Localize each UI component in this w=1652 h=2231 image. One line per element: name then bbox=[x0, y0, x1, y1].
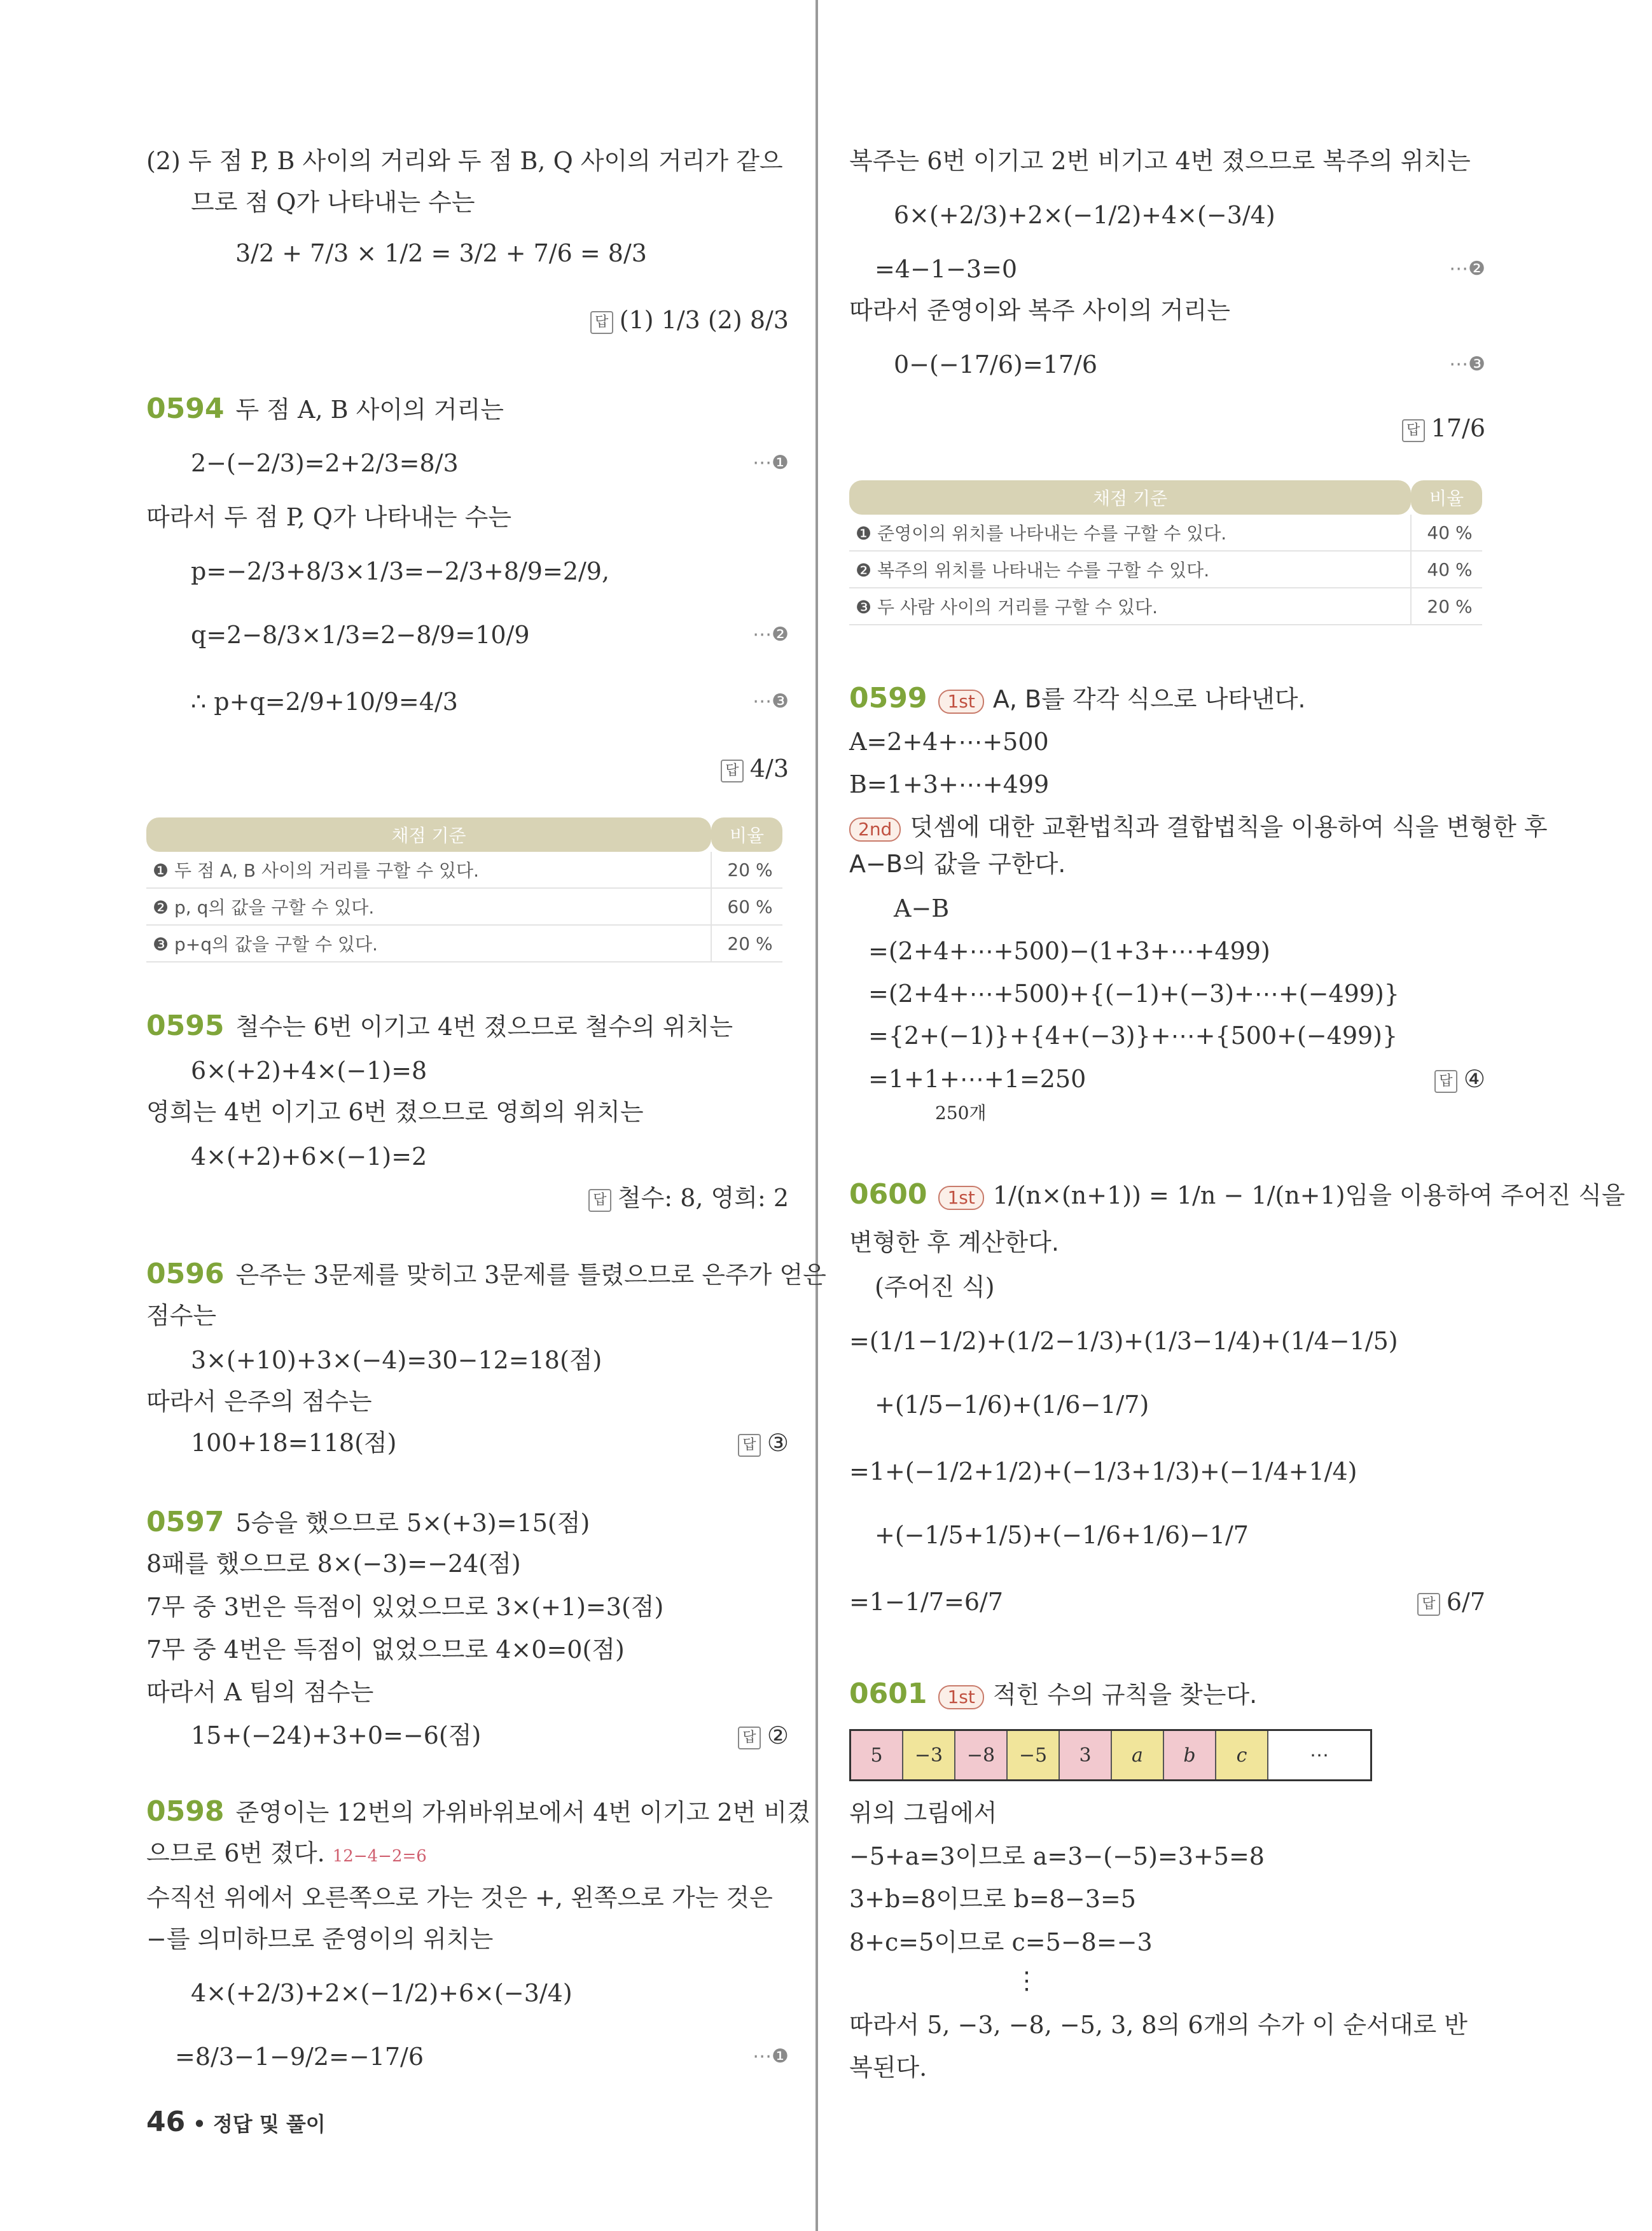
text-line: 으므로 6번 졌다. bbox=[146, 1839, 325, 1867]
answer-icon: 답 bbox=[590, 311, 613, 334]
equation: 6×(+2/3)+2×(−1/2)+4×(−3/4) bbox=[894, 201, 1275, 229]
text-line: 8패를 했으므로 8×(−3)=−24(점) bbox=[146, 1550, 521, 1578]
problem-number: 0599 bbox=[849, 682, 927, 714]
problem-0601 bbox=[849, 1676, 1257, 1713]
text-line: 준영이는 12번의 가위바위보에서 4번 이기고 2번 비겼 bbox=[235, 1798, 810, 1826]
table-header: 비율 bbox=[1411, 480, 1482, 515]
sequence-cell: a bbox=[1112, 1731, 1164, 1779]
equation: 3×(+10)+3×(−4)=30−12=18(점) bbox=[191, 1346, 602, 1374]
page-footer bbox=[146, 2106, 326, 2138]
equation: 6×(+2)+4×(−1)=8 bbox=[191, 1057, 427, 1085]
equation: =1+1+⋯+1=250 bbox=[868, 1065, 1086, 1093]
grading-table bbox=[146, 817, 782, 963]
step-badge-2nd: 2nd bbox=[849, 817, 901, 842]
answer-icon: 답 bbox=[1434, 1070, 1457, 1093]
equation: =1+(−1/2+1/2)+(−1/3+1/3)+(−1/4+1/4) bbox=[849, 1457, 1357, 1485]
equation: 3+b=8이므로 b=8−3=5 bbox=[849, 1885, 1136, 1913]
step-marker-2: ⋯❷ bbox=[753, 623, 789, 646]
answer bbox=[1434, 1061, 1485, 1097]
equation: A−B bbox=[894, 894, 950, 922]
answer bbox=[1402, 410, 1485, 446]
equation: A=2+4+⋯+500 bbox=[849, 728, 1049, 756]
column-divider bbox=[816, 0, 818, 2231]
text-line bbox=[146, 1835, 427, 1874]
text-line: 따라서 은주의 점수는 bbox=[146, 1387, 372, 1415]
underbrace-label: 250개 bbox=[935, 1102, 987, 1123]
table-row: ❶ 준영이의 위치를 나타내는 수를 구할 수 있다. 40 % bbox=[849, 515, 1482, 551]
answer-value: ④ bbox=[1463, 1065, 1485, 1093]
answer-icon: 답 bbox=[738, 1434, 761, 1457]
sequence-cell: 5 bbox=[851, 1731, 903, 1779]
equation: 4×(+2)+6×(−1)=2 bbox=[191, 1143, 427, 1171]
answer-value: (1) 1/3 (2) 8/3 bbox=[619, 306, 789, 334]
equation: 15+(−24)+3+0=−6(점) bbox=[191, 1721, 482, 1749]
grading-table bbox=[849, 480, 1482, 625]
step-marker-3: ⋯❸ bbox=[753, 690, 789, 712]
equation: =8/3−1−9/2=−17/6 bbox=[175, 2043, 424, 2071]
answer-icon: 답 bbox=[588, 1189, 611, 1212]
step-badge-1st: 1st bbox=[938, 1186, 983, 1210]
text-line: 은주는 3문제를 맞히고 3문제를 틀렸으므로 은주가 얻은 bbox=[235, 1261, 826, 1289]
text-line: 영희는 4번 이기고 6번 졌으므로 영희의 위치는 bbox=[146, 1098, 644, 1126]
answer-value: 4/3 bbox=[749, 754, 789, 782]
table-header: 비율 bbox=[711, 817, 782, 852]
text-line: 1/(n×(n+1)) = 1/n − 1/(n+1)임을 이용하여 주어진 식을 bbox=[992, 1181, 1625, 1209]
text-line: 복주는 6번 이기고 2번 비기고 4번 졌으므로 복주의 위치는 bbox=[849, 147, 1471, 175]
sequence-cell: b bbox=[1164, 1731, 1216, 1779]
equation: =4−1−3=0 bbox=[875, 255, 1018, 283]
text-line: 5승을 했으므로 5×(+3)=15(점) bbox=[235, 1509, 590, 1537]
step-badge-1st: 1st bbox=[938, 1685, 983, 1709]
answer-value: ③ bbox=[767, 1429, 789, 1457]
answer-icon: 답 bbox=[1402, 419, 1425, 442]
text-line: 수직선 위에서 오른쪽으로 가는 것은 +, 왼쪽으로 가는 것은 bbox=[146, 1884, 773, 1912]
equation: 3/2 + 7/3 × 1/2 = 3/2 + 7/6 = 8/3 bbox=[235, 239, 647, 267]
text-line: 두 점 A, B 사이의 거리는 bbox=[235, 396, 504, 424]
text-line: 위의 그림에서 bbox=[849, 1799, 997, 1827]
step-marker-2: ⋯❷ bbox=[1449, 258, 1485, 280]
text-line: 7무 중 4번은 득점이 없었으므로 4×0=0(점) bbox=[146, 1636, 625, 1664]
text-line: A, B를 각각 식으로 나타낸다. bbox=[992, 685, 1306, 713]
answer bbox=[588, 1180, 789, 1216]
ellipsis: ⋮ bbox=[1015, 1966, 1039, 1994]
answer-value: ② bbox=[767, 1721, 789, 1749]
equation: 4×(+2/3)+2×(−1/2)+6×(−3/4) bbox=[191, 1979, 573, 2007]
problem-number: 0601 bbox=[849, 1678, 927, 1710]
problem-0594 bbox=[146, 391, 504, 427]
problem-0600 bbox=[849, 1177, 1625, 1213]
text-line: 덧셈에 대한 교환법칙과 결합법칙을 이용하여 식을 변형한 후 bbox=[910, 813, 1548, 841]
table-header: 채점 기준 bbox=[849, 480, 1411, 515]
number-sequence bbox=[849, 1729, 1372, 1781]
text-line: 따라서 A 팀의 점수는 bbox=[146, 1678, 374, 1706]
text-line: 따라서 준영이와 복주 사이의 거리는 bbox=[849, 296, 1230, 324]
problem-number: 0600 bbox=[849, 1178, 927, 1211]
table-header: 채점 기준 bbox=[146, 817, 711, 852]
text-line: 므로 점 Q가 나타내는 수는 bbox=[191, 188, 475, 216]
problem-0595 bbox=[146, 1008, 733, 1045]
text-line: −를 의미하므로 준영이의 위치는 bbox=[146, 1925, 494, 1953]
equation: ∴ p+q=2/9+10/9=4/3 bbox=[191, 688, 458, 716]
problem-number: 0596 bbox=[146, 1258, 225, 1290]
answer bbox=[590, 302, 789, 338]
margin-note: 12−4−2=6 bbox=[332, 1847, 427, 1866]
answer-value: 6/7 bbox=[1446, 1588, 1485, 1616]
sequence-cell: −3 bbox=[903, 1731, 955, 1779]
equation: 2−(−2/3)=2+2/3=8/3 bbox=[191, 449, 459, 477]
step-marker-1: ⋯❶ bbox=[753, 2045, 789, 2068]
table-row: ❸ 두 사람 사이의 거리를 구할 수 있다. 20 % bbox=[849, 588, 1482, 625]
answer bbox=[721, 751, 789, 786]
answer-icon: 답 bbox=[738, 1727, 761, 1749]
table-row: ❸ p+q의 값을 구할 수 있다. 20 % bbox=[146, 925, 782, 962]
equation: 100+18=118(점) bbox=[191, 1429, 397, 1457]
step-marker-1: ⋯❶ bbox=[753, 452, 789, 474]
sequence-cell: 3 bbox=[1060, 1731, 1112, 1779]
text-line: 7무 중 3번은 득점이 있었으므로 3×(+1)=3(점) bbox=[146, 1593, 664, 1621]
table-row: ❷ p, q의 값을 구할 수 있다. 60 % bbox=[146, 888, 782, 925]
sequence-cell: ⋯ bbox=[1268, 1731, 1370, 1779]
text-line: A−B의 값을 구한다. bbox=[849, 850, 1066, 878]
table-row: ❷ 복주의 위치를 나타내는 수를 구할 수 있다. 40 % bbox=[849, 551, 1482, 588]
answer-icon: 답 bbox=[721, 760, 744, 782]
equation: =1−1/7=6/7 bbox=[849, 1588, 1004, 1616]
answer bbox=[738, 1718, 789, 1753]
text-line: 따라서 두 점 P, Q가 나타내는 수는 bbox=[146, 503, 512, 531]
text-line bbox=[849, 809, 1548, 845]
equation: p=−2/3+8/3×1/3=−2/3+8/9=2/9, bbox=[191, 557, 610, 585]
equation: =(2+4+⋯+500)−(1+3+⋯+499) bbox=[868, 937, 1270, 965]
equation: (주어진 식) bbox=[875, 1273, 995, 1301]
text-line: 복된다. bbox=[849, 2054, 927, 2082]
text-line: (2) 두 점 P, B 사이의 거리와 두 점 B, Q 사이의 거리가 같으 bbox=[146, 147, 783, 175]
problem-number: 0598 bbox=[146, 1795, 225, 1828]
problem-0597 bbox=[146, 1505, 590, 1541]
problem-0599 bbox=[849, 681, 1305, 717]
text-line: 적힌 수의 규칙을 찾는다. bbox=[992, 1681, 1258, 1709]
footer-title: • 정답 및 풀이 bbox=[193, 2112, 326, 2136]
problem-number: 0597 bbox=[146, 1506, 225, 1538]
text-line: 변형한 후 계산한다. bbox=[849, 1228, 1059, 1256]
equation: 0−(−17/6)=17/6 bbox=[894, 351, 1098, 379]
text-line: 점수는 bbox=[146, 1302, 217, 1330]
answer bbox=[738, 1425, 789, 1461]
problem-number: 0595 bbox=[146, 1010, 225, 1042]
equation: =(1/1−1/2)+(1/2−1/3)+(1/3−1/4)+(1/4−1/5) bbox=[849, 1327, 1398, 1355]
text-line: 따라서 5, −3, −8, −5, 3, 8의 6개의 수가 이 순서대로 반 bbox=[849, 2011, 1468, 2039]
answer bbox=[1417, 1584, 1485, 1620]
answer-icon: 답 bbox=[1417, 1593, 1440, 1616]
problem-0598 bbox=[146, 1794, 810, 1830]
text-line: 철수는 6번 이기고 4번 졌으므로 철수의 위치는 bbox=[235, 1013, 733, 1041]
answer-value: 철수: 8, 영희: 2 bbox=[617, 1184, 789, 1212]
equation: −5+a=3이므로 a=3−(−5)=3+5=8 bbox=[849, 1842, 1265, 1870]
problem-0596 bbox=[146, 1256, 826, 1293]
equation: ={2+(−1)}+{4+(−3)}+⋯+{500+(−499)} bbox=[868, 1022, 1398, 1050]
sequence-cell: −5 bbox=[1008, 1731, 1060, 1779]
step-marker-3: ⋯❸ bbox=[1449, 353, 1485, 375]
equation: 8+c=5이므로 c=5−8=−3 bbox=[849, 1928, 1153, 1956]
answer-value: 17/6 bbox=[1431, 414, 1485, 442]
page-number: 46 bbox=[146, 2106, 186, 2138]
equation: B=1+3+⋯+499 bbox=[849, 770, 1050, 798]
equation: +(−1/5+1/5)+(−1/6+1/6)−1/7 bbox=[875, 1521, 1249, 1549]
step-badge-1st: 1st bbox=[938, 690, 983, 714]
sequence-cell: −8 bbox=[955, 1731, 1008, 1779]
problem-number: 0594 bbox=[146, 393, 225, 425]
equation: =(2+4+⋯+500)+{(−1)+(−3)+⋯+(−499)} bbox=[868, 980, 1399, 1008]
equation: +(1/5−1/6)+(1/6−1/7) bbox=[875, 1391, 1149, 1419]
table-row: ❶ 두 점 A, B 사이의 거리를 구할 수 있다. 20 % bbox=[146, 852, 782, 888]
equation: q=2−8/3×1/3=2−8/9=10/9 bbox=[191, 621, 530, 649]
sequence-cell: c bbox=[1216, 1731, 1268, 1779]
